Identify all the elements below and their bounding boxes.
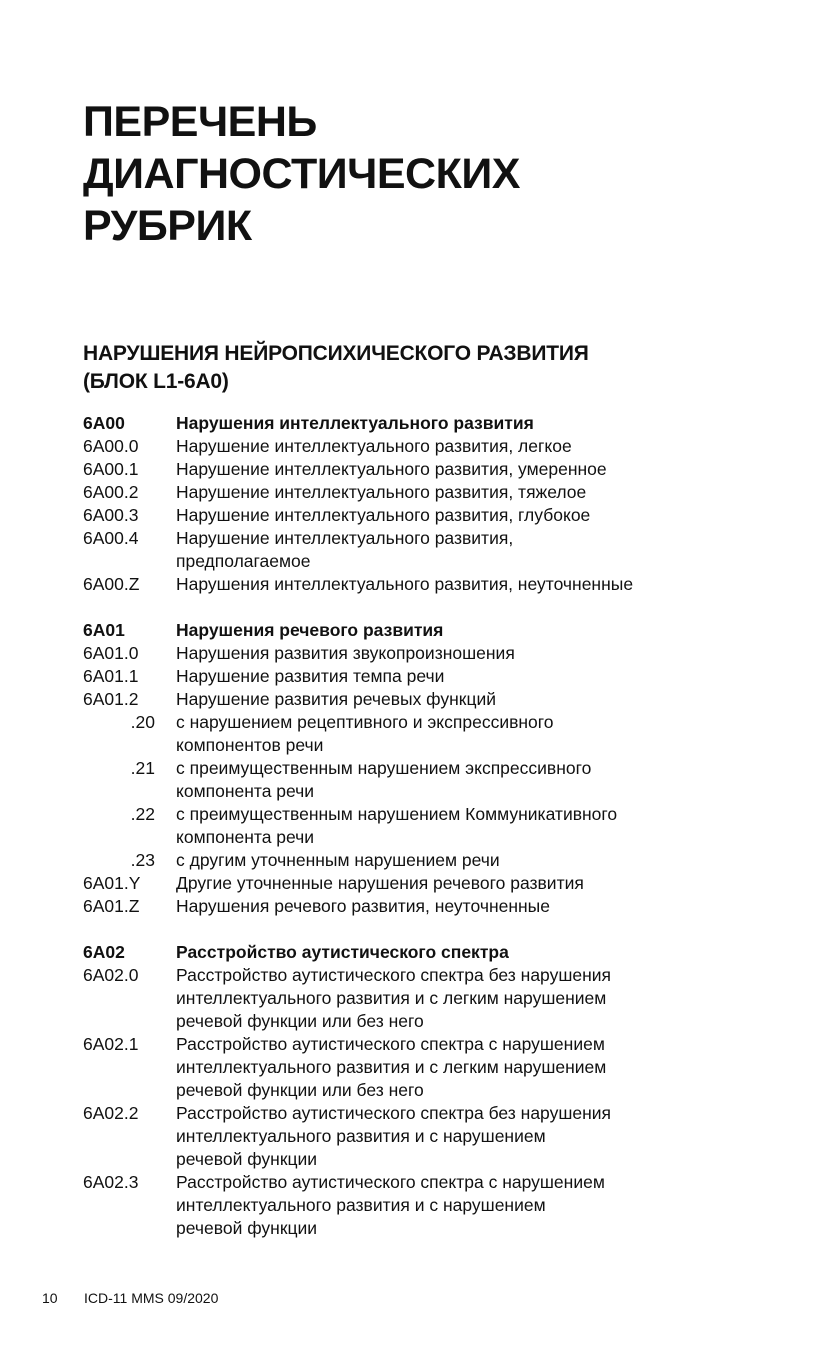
diagnosis-code: .23 <box>130 850 155 870</box>
diagnosis-code: 6A01.Y <box>83 873 141 893</box>
diagnosis-description <box>176 573 783 596</box>
description-line: компонентов речи <box>176 735 324 755</box>
description-line: Нарушение интеллектуального развития, умеренное <box>176 459 607 479</box>
diagnostic-group <box>83 619 783 918</box>
diagnostic-list <box>83 412 783 1263</box>
diagnosis-code: 6A00.0 <box>83 436 139 456</box>
group-header <box>83 941 783 964</box>
group-title: Расстройство аутистического спектра <box>176 942 509 962</box>
description-line: Другие уточненные нарушения речевого развития <box>176 873 584 893</box>
description-line: с нарушением рецептивного и экспрессивного <box>176 712 554 732</box>
description-line: Нарушения речевого развития, неуточненные <box>176 896 550 916</box>
code-row <box>83 964 783 1033</box>
code-row <box>83 895 783 918</box>
diagnosis-code: .20 <box>130 712 155 732</box>
description-line: Нарушение интеллектуального развития, тяжелое <box>176 482 587 502</box>
description-line: Нарушения интеллектуального развития, неуточненные <box>176 574 634 594</box>
page-title <box>83 96 520 252</box>
diagnosis-description <box>176 435 783 458</box>
description-line: компонента речи <box>176 781 315 801</box>
description-line: речевой функции или без него <box>176 1011 424 1031</box>
description-line: речевой функции или без него <box>176 1080 424 1100</box>
code-row <box>83 435 783 458</box>
diagnosis-description <box>176 711 783 757</box>
page-footer <box>42 1289 218 1307</box>
description-line: интеллектуального развития и с нарушением <box>176 1126 546 1146</box>
diagnosis-code: 6A00.1 <box>83 459 139 479</box>
code-row <box>83 1033 783 1102</box>
diagnosis-description <box>176 1102 783 1171</box>
code-row <box>83 527 783 573</box>
code-row <box>83 573 783 596</box>
diagnosis-code: 6A01.0 <box>83 643 139 663</box>
description-line: Расстройство аутистического спектра с нарушением <box>176 1172 605 1192</box>
code-row <box>83 665 783 688</box>
diagnosis-code: .22 <box>130 804 155 824</box>
diagnosis-code: .21 <box>130 758 155 778</box>
diagnosis-description <box>176 849 783 872</box>
subcode-row <box>83 849 783 872</box>
diagnosis-description <box>176 688 783 711</box>
diagnostic-group <box>83 412 783 596</box>
diagnosis-description <box>176 458 783 481</box>
diagnosis-description <box>176 964 783 1033</box>
description-line: интеллектуального развития и с легким нарушением <box>176 988 607 1008</box>
section-title-line: (БЛОК L1-6A0) <box>83 370 229 393</box>
description-line: с другим уточненным нарушением речи <box>176 850 500 870</box>
code-row <box>83 872 783 895</box>
diagnosis-code: 6A00.Z <box>83 574 140 594</box>
description-line: компонента речи <box>176 827 315 847</box>
description-line: Нарушение развития темпа речи <box>176 666 445 686</box>
code-row <box>83 688 783 711</box>
description-line: с преимущественным нарушением экспрессивного <box>176 758 592 778</box>
description-line: интеллектуального развития и с нарушением <box>176 1195 546 1215</box>
code-row <box>83 1171 783 1240</box>
code-row <box>83 642 783 665</box>
diagnosis-description <box>176 481 783 504</box>
page-number: 10 <box>42 1290 58 1306</box>
diagnosis-code: 6A00.2 <box>83 482 139 502</box>
description-line: Нарушение интеллектуального развития, легкое <box>176 436 572 456</box>
diagnosis-code: 6A02.2 <box>83 1103 139 1123</box>
diagnosis-code: 6A02.0 <box>83 965 139 985</box>
description-line: Нарушение интеллектуального развития, глубокое <box>176 505 591 525</box>
diagnosis-code: 6A00.4 <box>83 528 139 548</box>
code-row <box>83 504 783 527</box>
title-line: РУБРИК <box>83 202 252 250</box>
group-header <box>83 619 783 642</box>
diagnosis-description <box>176 872 783 895</box>
group-code: 6A01 <box>83 620 125 640</box>
diagnosis-description <box>176 504 783 527</box>
title-line: ПЕРЕЧЕНЬ <box>83 98 317 146</box>
diagnosis-code: 6A02.3 <box>83 1172 139 1192</box>
subcode-row <box>83 803 783 849</box>
group-header <box>83 412 783 435</box>
diagnosis-description <box>176 895 783 918</box>
description-line: Нарушение интеллектуального развития, <box>176 528 514 548</box>
description-line: интеллектуального развития и с легким нарушением <box>176 1057 607 1077</box>
subcode-row <box>83 757 783 803</box>
description-line: речевой функции <box>176 1149 318 1169</box>
description-line: предполагаемое <box>176 551 311 571</box>
description-line: Нарушение развития речевых функций <box>176 689 497 709</box>
subcode-row <box>83 711 783 757</box>
section-title <box>83 340 589 396</box>
group-code: 6A02 <box>83 942 125 962</box>
diagnosis-description <box>176 527 783 573</box>
diagnosis-description <box>176 665 783 688</box>
description-line: Расстройство аутистического спектра с нарушением <box>176 1034 605 1054</box>
group-code: 6A00 <box>83 413 125 433</box>
title-line: ДИАГНОСТИЧЕСКИХ <box>83 150 520 198</box>
diagnosis-code: 6A01.2 <box>83 689 139 709</box>
description-line: Нарушения развития звукопроизношения <box>176 643 515 663</box>
code-row <box>83 481 783 504</box>
diagnosis-code: 6A01.Z <box>83 896 140 916</box>
diagnosis-code: 6A02.1 <box>83 1034 139 1054</box>
footer-source: ICD-11 MMS 09/2020 <box>84 1290 219 1306</box>
description-line: с преимущественным нарушением Коммуникативного <box>176 804 618 824</box>
description-line: речевой функции <box>176 1218 318 1238</box>
section-title-line: НАРУШЕНИЯ НЕЙРОПСИХИЧЕСКОГО РАЗВИТИЯ <box>83 342 589 365</box>
code-row <box>83 1102 783 1171</box>
diagnosis-description <box>176 803 783 849</box>
diagnosis-description <box>176 1171 783 1240</box>
group-title: Нарушения речевого развития <box>176 620 444 640</box>
description-line: Расстройство аутистического спектра без нарушения <box>176 1103 612 1123</box>
diagnosis-code: 6A00.3 <box>83 505 139 525</box>
diagnosis-description <box>176 642 783 665</box>
code-row <box>83 458 783 481</box>
group-title: Нарушения интеллектуального развития <box>176 413 534 433</box>
diagnosis-code: 6A01.1 <box>83 666 139 686</box>
description-line: Расстройство аутистического спектра без нарушения <box>176 965 612 985</box>
diagnosis-description <box>176 757 783 803</box>
diagnostic-group <box>83 941 783 1240</box>
diagnosis-description <box>176 1033 783 1102</box>
